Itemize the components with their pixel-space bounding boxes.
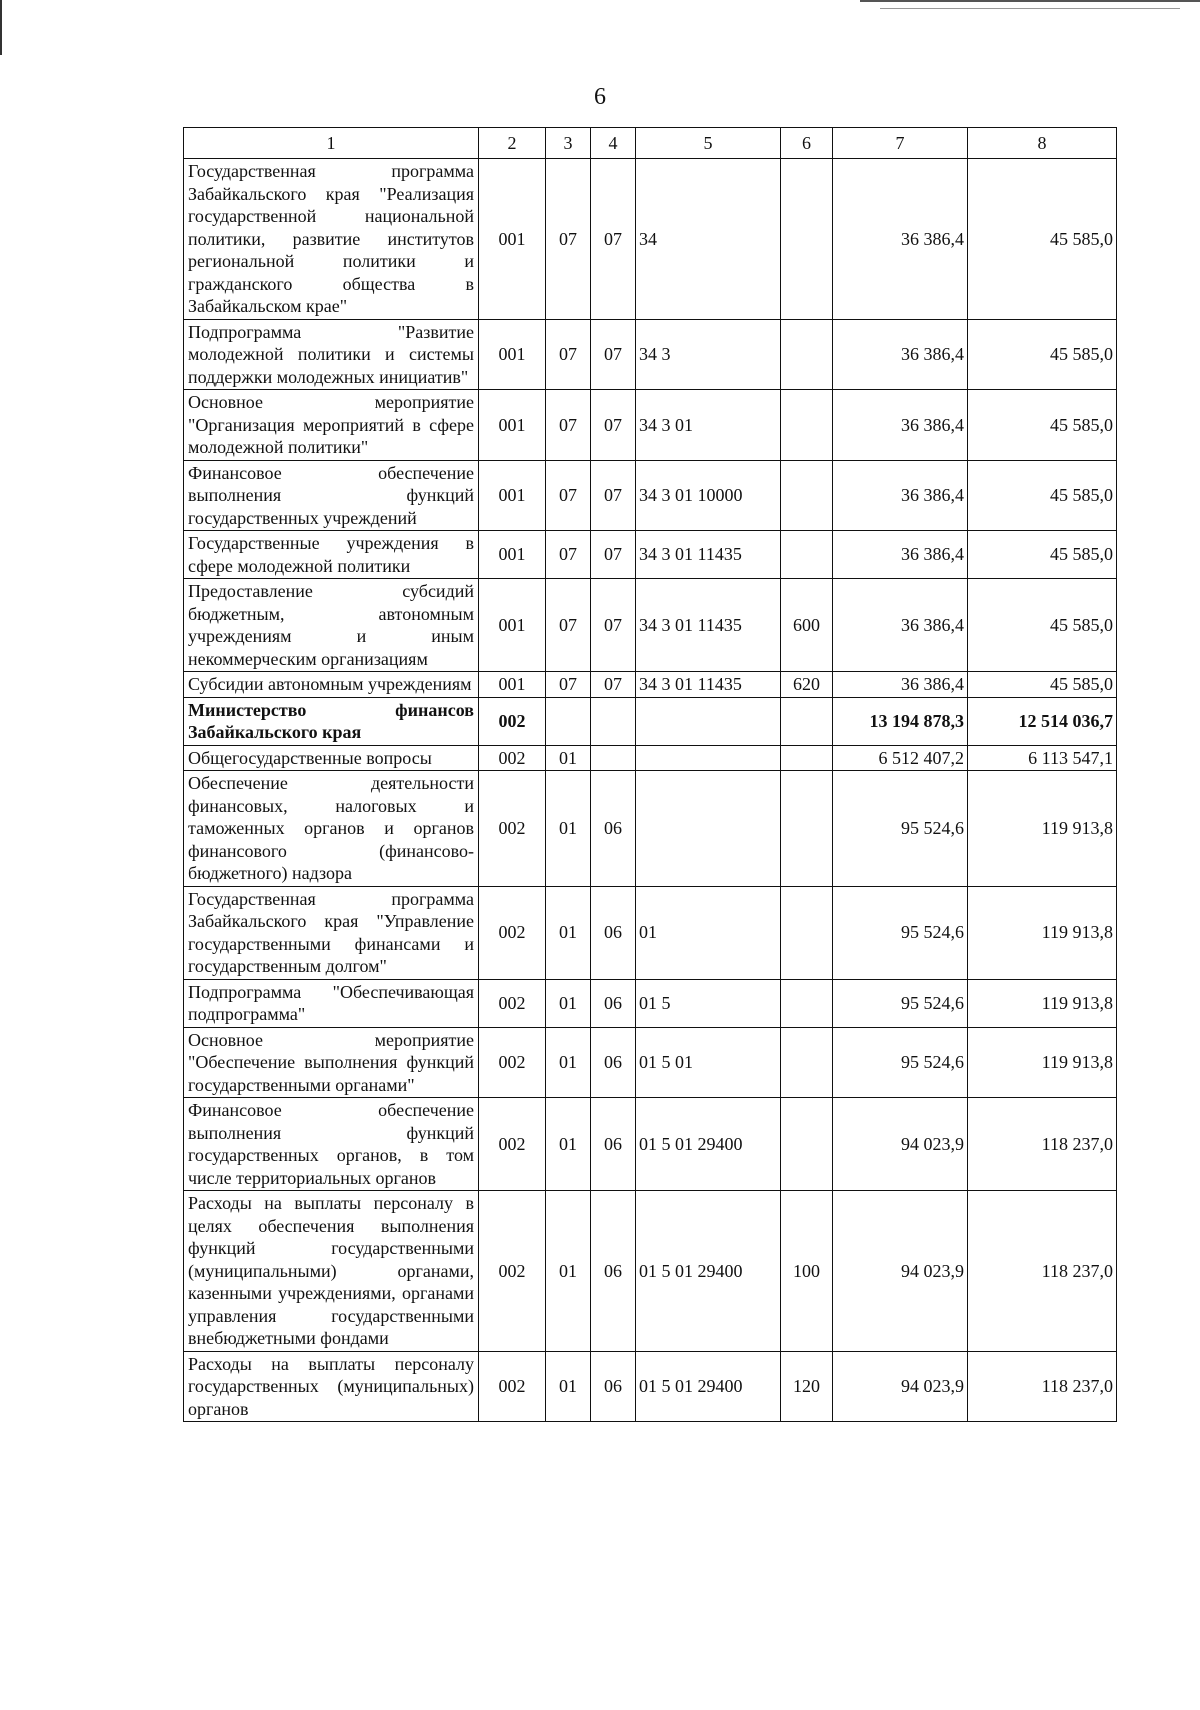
subsection-code-cell: 06 bbox=[591, 1098, 636, 1191]
table-row bbox=[184, 1098, 1117, 1191]
target-article-cell: 01 5 01 29400 bbox=[636, 1191, 781, 1352]
expense-type-cell bbox=[781, 771, 833, 887]
expense-name-cell: Государственная программа Забайкальского края "Реализация государственной национальной политики, развитие институтов региональной политики и гражданского общества в Забайкальском крае" bbox=[184, 159, 479, 320]
amount-year1-cell: 95 524,6 bbox=[833, 886, 968, 979]
expense-type-cell: 100 bbox=[781, 1191, 833, 1352]
header-cell: 5 bbox=[636, 128, 781, 159]
amount-year1-cell: 95 524,6 bbox=[833, 771, 968, 887]
amount-year2-cell: 45 585,0 bbox=[968, 531, 1117, 579]
expense-name-cell: Министерство финансов Забайкальского края bbox=[184, 697, 479, 745]
amount-year2-cell: 45 585,0 bbox=[968, 319, 1117, 390]
ministry-code-cell: 001 bbox=[479, 672, 546, 698]
expense-name-cell: Предоставление субсидий бюджетным, автономным учреждениям и иным некоммерческим организациям bbox=[184, 579, 479, 672]
header-cell: 1 bbox=[184, 128, 479, 159]
amount-year2-cell: 118 237,0 bbox=[968, 1191, 1117, 1352]
expense-type-cell bbox=[781, 319, 833, 390]
section-code-cell: 07 bbox=[546, 579, 591, 672]
expense-type-cell: 620 bbox=[781, 672, 833, 698]
table-row bbox=[184, 672, 1117, 698]
ministry-code-cell: 001 bbox=[479, 531, 546, 579]
expense-type-cell bbox=[781, 745, 833, 771]
section-code-cell: 07 bbox=[546, 672, 591, 698]
ministry-code-cell: 001 bbox=[479, 319, 546, 390]
section-code-cell: 01 bbox=[546, 745, 591, 771]
amount-year1-cell: 6 512 407,2 bbox=[833, 745, 968, 771]
header-row bbox=[184, 128, 1117, 159]
subsection-code-cell: 07 bbox=[591, 319, 636, 390]
expense-type-cell bbox=[781, 531, 833, 579]
ministry-code-cell: 002 bbox=[479, 1027, 546, 1098]
expense-name-cell: Финансовое обеспечение выполнения функций государственных учреждений bbox=[184, 460, 479, 531]
section-code-cell: 07 bbox=[546, 390, 591, 461]
expense-name-cell: Основное мероприятие "Обеспечение выполнения функций государственными органами" bbox=[184, 1027, 479, 1098]
expense-type-cell bbox=[781, 159, 833, 320]
target-article-cell: 34 3 bbox=[636, 319, 781, 390]
expense-type-cell bbox=[781, 1098, 833, 1191]
table-row bbox=[184, 771, 1117, 887]
subsection-code-cell: 06 bbox=[591, 886, 636, 979]
page-number: 6 bbox=[594, 84, 606, 110]
amount-year1-cell: 36 386,4 bbox=[833, 672, 968, 698]
target-article-cell: 01 5 01 29400 bbox=[636, 1351, 781, 1422]
table-row bbox=[184, 697, 1117, 745]
amount-year2-cell: 12 514 036,7 bbox=[968, 697, 1117, 745]
expense-type-cell bbox=[781, 460, 833, 531]
target-article-cell: 01 5 01 29400 bbox=[636, 1098, 781, 1191]
section-code-cell: 01 bbox=[546, 979, 591, 1027]
expense-name-cell: Обеспечение деятельности финансовых, налоговых и таможенных органов и органов финансового (финансово-бюджетного) надзора bbox=[184, 771, 479, 887]
header-cell: 3 bbox=[546, 128, 591, 159]
table-row bbox=[184, 886, 1117, 979]
ministry-code-cell: 001 bbox=[479, 159, 546, 320]
subsection-code-cell: 07 bbox=[591, 531, 636, 579]
target-article-cell: 34 3 01 10000 bbox=[636, 460, 781, 531]
section-code-cell: 01 bbox=[546, 1191, 591, 1352]
subsection-code-cell: 07 bbox=[591, 579, 636, 672]
amount-year2-cell: 45 585,0 bbox=[968, 579, 1117, 672]
table-row bbox=[184, 1351, 1117, 1422]
expense-type-cell bbox=[781, 390, 833, 461]
table-row bbox=[184, 1191, 1117, 1352]
ministry-code-cell: 002 bbox=[479, 886, 546, 979]
table-row bbox=[184, 579, 1117, 672]
amount-year1-cell: 13 194 878,3 bbox=[833, 697, 968, 745]
ministry-code-cell: 002 bbox=[479, 1191, 546, 1352]
table-row bbox=[184, 1027, 1117, 1098]
table-row bbox=[184, 159, 1117, 320]
amount-year2-cell: 45 585,0 bbox=[968, 390, 1117, 461]
section-code-cell: 07 bbox=[546, 531, 591, 579]
ministry-code-cell: 001 bbox=[479, 460, 546, 531]
table-row bbox=[184, 745, 1117, 771]
amount-year1-cell: 94 023,9 bbox=[833, 1351, 968, 1422]
amount-year2-cell: 118 237,0 bbox=[968, 1351, 1117, 1422]
subsection-code-cell: 07 bbox=[591, 672, 636, 698]
subsection-code-cell: 06 bbox=[591, 1351, 636, 1422]
table-row bbox=[184, 319, 1117, 390]
subsection-code-cell: 06 bbox=[591, 1027, 636, 1098]
section-code-cell: 01 bbox=[546, 1027, 591, 1098]
amount-year2-cell: 119 913,8 bbox=[968, 886, 1117, 979]
expense-name-cell: Финансовое обеспечение выполнения функций государственных органов, в том числе территориальных органов bbox=[184, 1098, 479, 1191]
expense-name-cell: Государственная программа Забайкальского края "Управление государственными финансами и государственным долгом" bbox=[184, 886, 479, 979]
section-code-cell: 01 bbox=[546, 886, 591, 979]
amount-year1-cell: 94 023,9 bbox=[833, 1191, 968, 1352]
target-article-cell: 01 bbox=[636, 886, 781, 979]
expense-type-cell: 120 bbox=[781, 1351, 833, 1422]
amount-year1-cell: 36 386,4 bbox=[833, 319, 968, 390]
amount-year2-cell: 119 913,8 bbox=[968, 771, 1117, 887]
subsection-code-cell bbox=[591, 745, 636, 771]
expense-name-cell: Подпрограмма "Обеспечивающая подпрограмма" bbox=[184, 979, 479, 1027]
expense-type-cell: 600 bbox=[781, 579, 833, 672]
target-article-cell: 01 5 bbox=[636, 979, 781, 1027]
amount-year1-cell: 95 524,6 bbox=[833, 1027, 968, 1098]
amount-year1-cell: 36 386,4 bbox=[833, 159, 968, 320]
target-article-cell: 34 3 01 11435 bbox=[636, 672, 781, 698]
expense-type-cell bbox=[781, 979, 833, 1027]
subsection-code-cell: 06 bbox=[591, 1191, 636, 1352]
target-article-cell: 01 5 01 bbox=[636, 1027, 781, 1098]
ministry-code-cell: 001 bbox=[479, 579, 546, 672]
amount-year1-cell: 36 386,4 bbox=[833, 531, 968, 579]
target-article-cell: 34 3 01 11435 bbox=[636, 579, 781, 672]
amount-year2-cell: 6 113 547,1 bbox=[968, 745, 1117, 771]
section-code-cell: 07 bbox=[546, 159, 591, 320]
target-article-cell bbox=[636, 697, 781, 745]
subsection-code-cell: 06 bbox=[591, 979, 636, 1027]
amount-year1-cell: 36 386,4 bbox=[833, 460, 968, 531]
scan-artifact-line bbox=[860, 0, 1200, 2]
expense-type-cell bbox=[781, 886, 833, 979]
amount-year2-cell: 45 585,0 bbox=[968, 460, 1117, 531]
header-cell: 6 bbox=[781, 128, 833, 159]
ministry-code-cell: 002 bbox=[479, 979, 546, 1027]
amount-year2-cell: 119 913,8 bbox=[968, 979, 1117, 1027]
subsection-code-cell bbox=[591, 697, 636, 745]
ministry-code-cell: 002 bbox=[479, 697, 546, 745]
amount-year2-cell: 119 913,8 bbox=[968, 1027, 1117, 1098]
ministry-code-cell: 002 bbox=[479, 1098, 546, 1191]
subsection-code-cell: 07 bbox=[591, 159, 636, 320]
section-code-cell: 01 bbox=[546, 771, 591, 887]
expense-name-cell: Субсидии автономным учреждениям bbox=[184, 672, 479, 698]
section-code-cell: 07 bbox=[546, 319, 591, 390]
expense-name-cell: Основное мероприятие "Организация мероприятий в сфере молодежной политики" bbox=[184, 390, 479, 461]
section-code-cell: 01 bbox=[546, 1351, 591, 1422]
target-article-cell: 34 3 01 bbox=[636, 390, 781, 461]
expense-name-cell: Подпрограмма "Развитие молодежной политики и системы поддержки молодежных инициатив" bbox=[184, 319, 479, 390]
header-cell: 4 bbox=[591, 128, 636, 159]
section-code-cell: 07 bbox=[546, 460, 591, 531]
header-cell: 8 bbox=[968, 128, 1117, 159]
subsection-code-cell: 07 bbox=[591, 390, 636, 461]
target-article-cell bbox=[636, 745, 781, 771]
expense-type-cell bbox=[781, 1027, 833, 1098]
section-code-cell: 01 bbox=[546, 1098, 591, 1191]
ministry-code-cell: 002 bbox=[479, 745, 546, 771]
table-row bbox=[184, 460, 1117, 531]
amount-year2-cell: 118 237,0 bbox=[968, 1098, 1117, 1191]
expense-name-cell: Расходы на выплаты персоналу в целях обеспечения выполнения функций государственными (муниципальными) органами, казенными учреждениями, органами управления государственными внебюджетными фондами bbox=[184, 1191, 479, 1352]
target-article-cell bbox=[636, 771, 781, 887]
amount-year1-cell: 94 023,9 bbox=[833, 1098, 968, 1191]
amount-year1-cell: 95 524,6 bbox=[833, 979, 968, 1027]
ministry-code-cell: 002 bbox=[479, 1351, 546, 1422]
amount-year1-cell: 36 386,4 bbox=[833, 579, 968, 672]
expense-name-cell: Государственные учреждения в сфере молодежной политики bbox=[184, 531, 479, 579]
table-row bbox=[184, 390, 1117, 461]
header-cell: 2 bbox=[479, 128, 546, 159]
amount-year2-cell: 45 585,0 bbox=[968, 159, 1117, 320]
ministry-code-cell: 001 bbox=[479, 390, 546, 461]
budget-table bbox=[183, 127, 1117, 1422]
amount-year2-cell: 45 585,0 bbox=[968, 672, 1117, 698]
table-row bbox=[184, 531, 1117, 579]
subsection-code-cell: 07 bbox=[591, 460, 636, 531]
ministry-code-cell: 002 bbox=[479, 771, 546, 887]
table-row bbox=[184, 979, 1117, 1027]
subsection-code-cell: 06 bbox=[591, 771, 636, 887]
expense-type-cell bbox=[781, 697, 833, 745]
section-code-cell bbox=[546, 697, 591, 745]
scan-artifact-line-2 bbox=[880, 8, 1180, 9]
amount-year1-cell: 36 386,4 bbox=[833, 390, 968, 461]
expense-name-cell: Общегосударственные вопросы bbox=[184, 745, 479, 771]
target-article-cell: 34 3 01 11435 bbox=[636, 531, 781, 579]
expense-name-cell: Расходы на выплаты персоналу государственных (муниципальных) органов bbox=[184, 1351, 479, 1422]
target-article-cell: 34 bbox=[636, 159, 781, 320]
scan-artifact-edge bbox=[0, 0, 2, 55]
header-cell: 7 bbox=[833, 128, 968, 159]
